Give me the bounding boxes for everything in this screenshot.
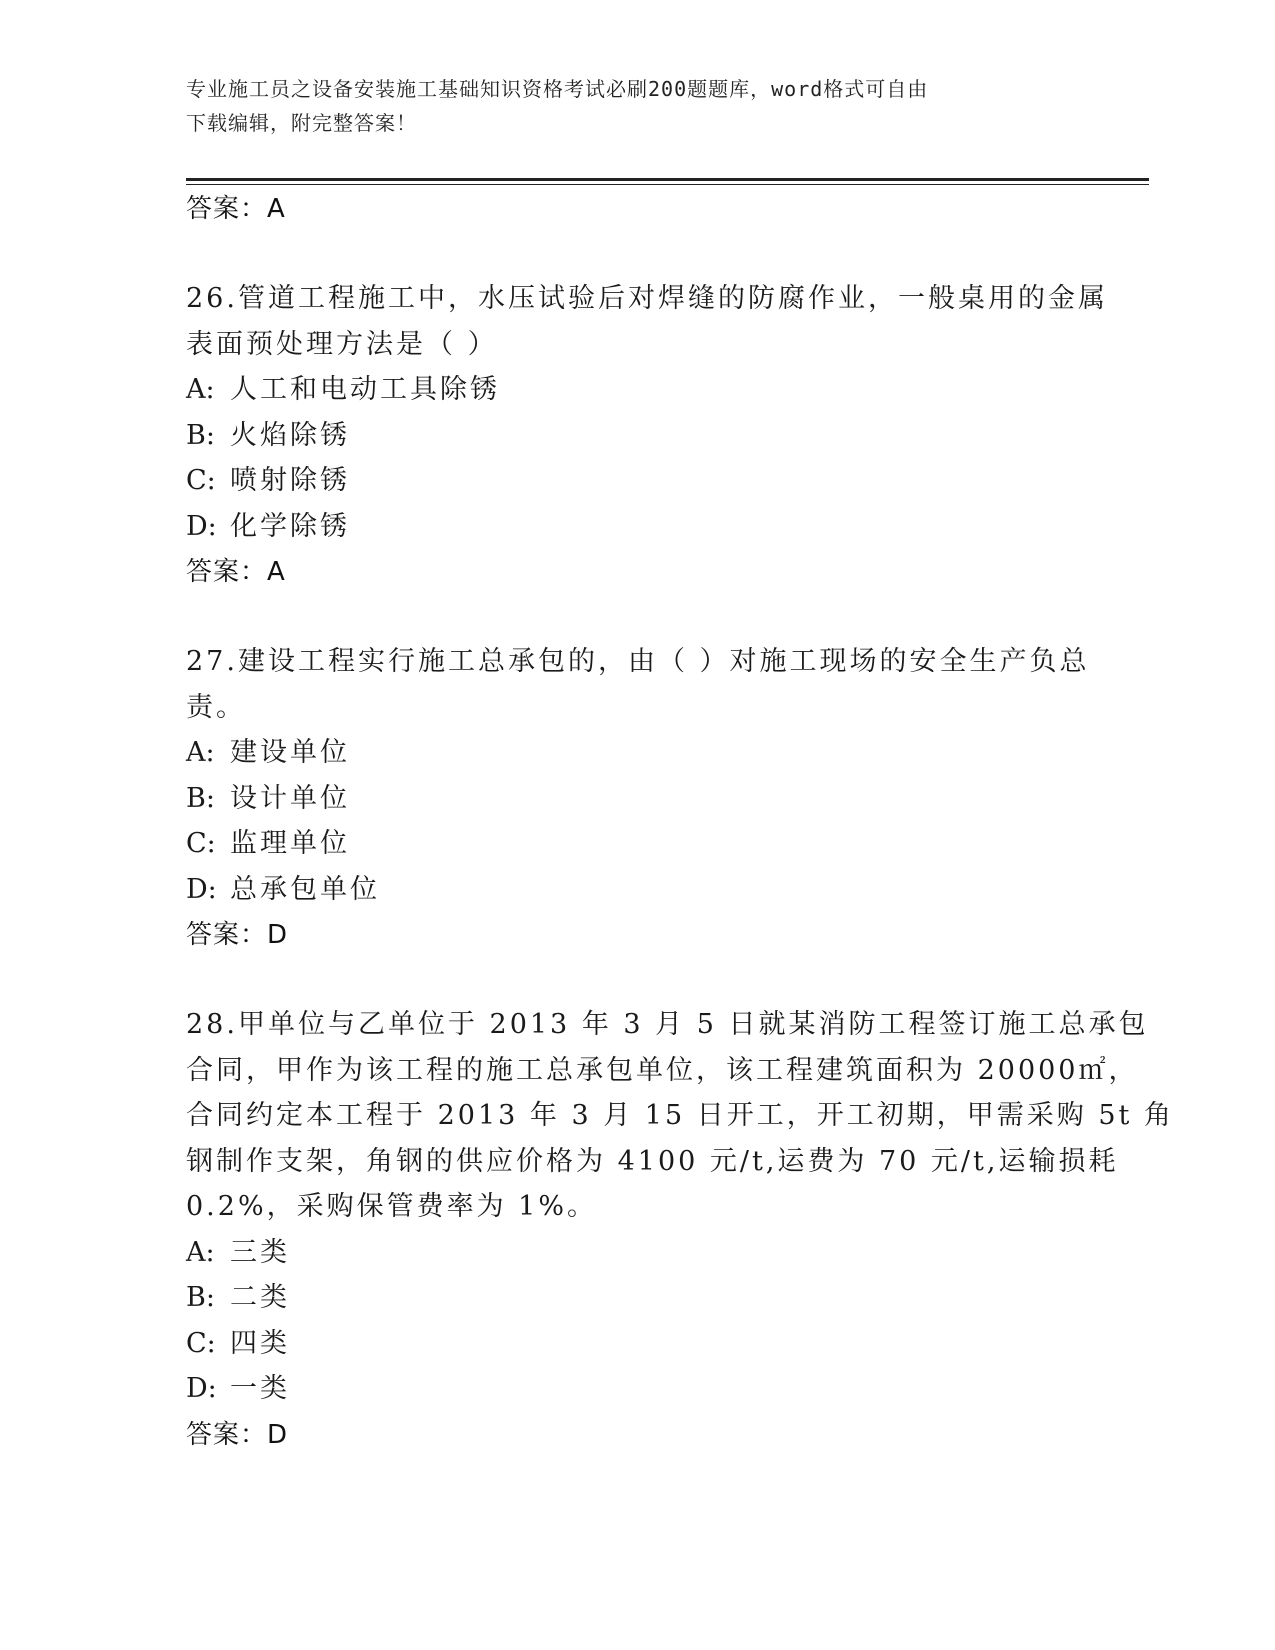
option-key: C: [186, 828, 216, 859]
question-text-line: 28.甲单位与乙单位于 2013 年 3 月 5 日就某消防工程签订施工总承包 [186, 1009, 1149, 1040]
option-a [186, 730, 1086, 776]
option-text: 一类 [230, 1373, 290, 1404]
option-c [186, 1321, 1086, 1367]
option-key: A: [186, 374, 215, 405]
header-rule-thick [186, 178, 1149, 181]
header-line-2: 下载编辑，附完整答案！ [186, 111, 417, 135]
option-text: 火焰除锈 [230, 419, 350, 451]
question-text-line: 27.建设工程实行施工总承包的，由（ ）对施工现场的安全生产负总 [186, 646, 1090, 677]
question-26 [186, 276, 1108, 595]
question-text-line: 表面预处理方法是（ ） [186, 328, 498, 360]
option-b [186, 1275, 1086, 1321]
option-text: 三类 [230, 1236, 290, 1268]
option-b [186, 413, 1086, 459]
option-key: B: [186, 419, 215, 451]
option-key: C: [186, 1327, 216, 1359]
question-text-line: 26.管道工程施工中，水压试验后对焊缝的防腐作业，一般桌用的金属 [186, 283, 1108, 314]
document-content [186, 186, 1174, 1458]
option-key: A: [186, 737, 215, 768]
question-27 [186, 639, 1090, 958]
option-key: B: [186, 782, 215, 814]
option-a [186, 367, 1086, 413]
option-d [186, 504, 1086, 550]
option-key: D: [186, 1373, 217, 1404]
question-text-line: 合同约定本工程于 2013 年 3 月 15 日开工，开工初期，甲需采购 5t 角 [186, 1100, 1174, 1131]
header-line-1: 专业施工员之设备安装施工基础知识资格考试必刷200题题库，word格式可自由 [186, 77, 929, 101]
option-d [186, 1366, 1086, 1412]
option-text: 喷射除锈 [230, 465, 350, 496]
option-key: A: [186, 1236, 215, 1268]
answer: 答案：A [186, 557, 286, 587]
option-text: 化学除锈 [230, 510, 350, 542]
question-28 [186, 1002, 1174, 1458]
option-text: 设计单位 [230, 782, 350, 814]
question-text-line: 责。 [186, 691, 246, 723]
option-a [186, 1230, 1086, 1276]
answer: 答案：D [186, 1419, 289, 1450]
previous-answer: 答案：A [186, 194, 286, 224]
option-c [186, 821, 1086, 867]
question-text-line: 钢制作支架，角钢的供应价格为 4100 元/t,运费为 70 元/t,运输损耗 [186, 1145, 1119, 1177]
option-b [186, 776, 1086, 822]
option-key: D: [186, 873, 217, 905]
option-text: 四类 [230, 1327, 290, 1359]
option-d [186, 867, 1086, 913]
option-key: B: [186, 1282, 215, 1313]
option-key: C: [186, 465, 216, 496]
option-text: 建设单位 [230, 737, 350, 768]
option-key: D: [186, 510, 217, 542]
header-rule-thin [186, 184, 1149, 185]
answer: 答案：D [186, 920, 289, 950]
question-text-line: 合同，甲作为该工程的施工总承包单位，该工程建筑面积为 20000㎡， [186, 1054, 1139, 1086]
option-text: 监理单位 [230, 828, 350, 859]
question-text-line: 0.2%，采购保管费率为 1%。 [186, 1191, 598, 1222]
option-text: 总承包单位 [230, 873, 380, 905]
option-text: 二类 [230, 1282, 290, 1313]
option-c [186, 458, 1086, 504]
option-text: 人工和电动工具除锈 [230, 374, 500, 405]
document-header [186, 72, 1066, 140]
